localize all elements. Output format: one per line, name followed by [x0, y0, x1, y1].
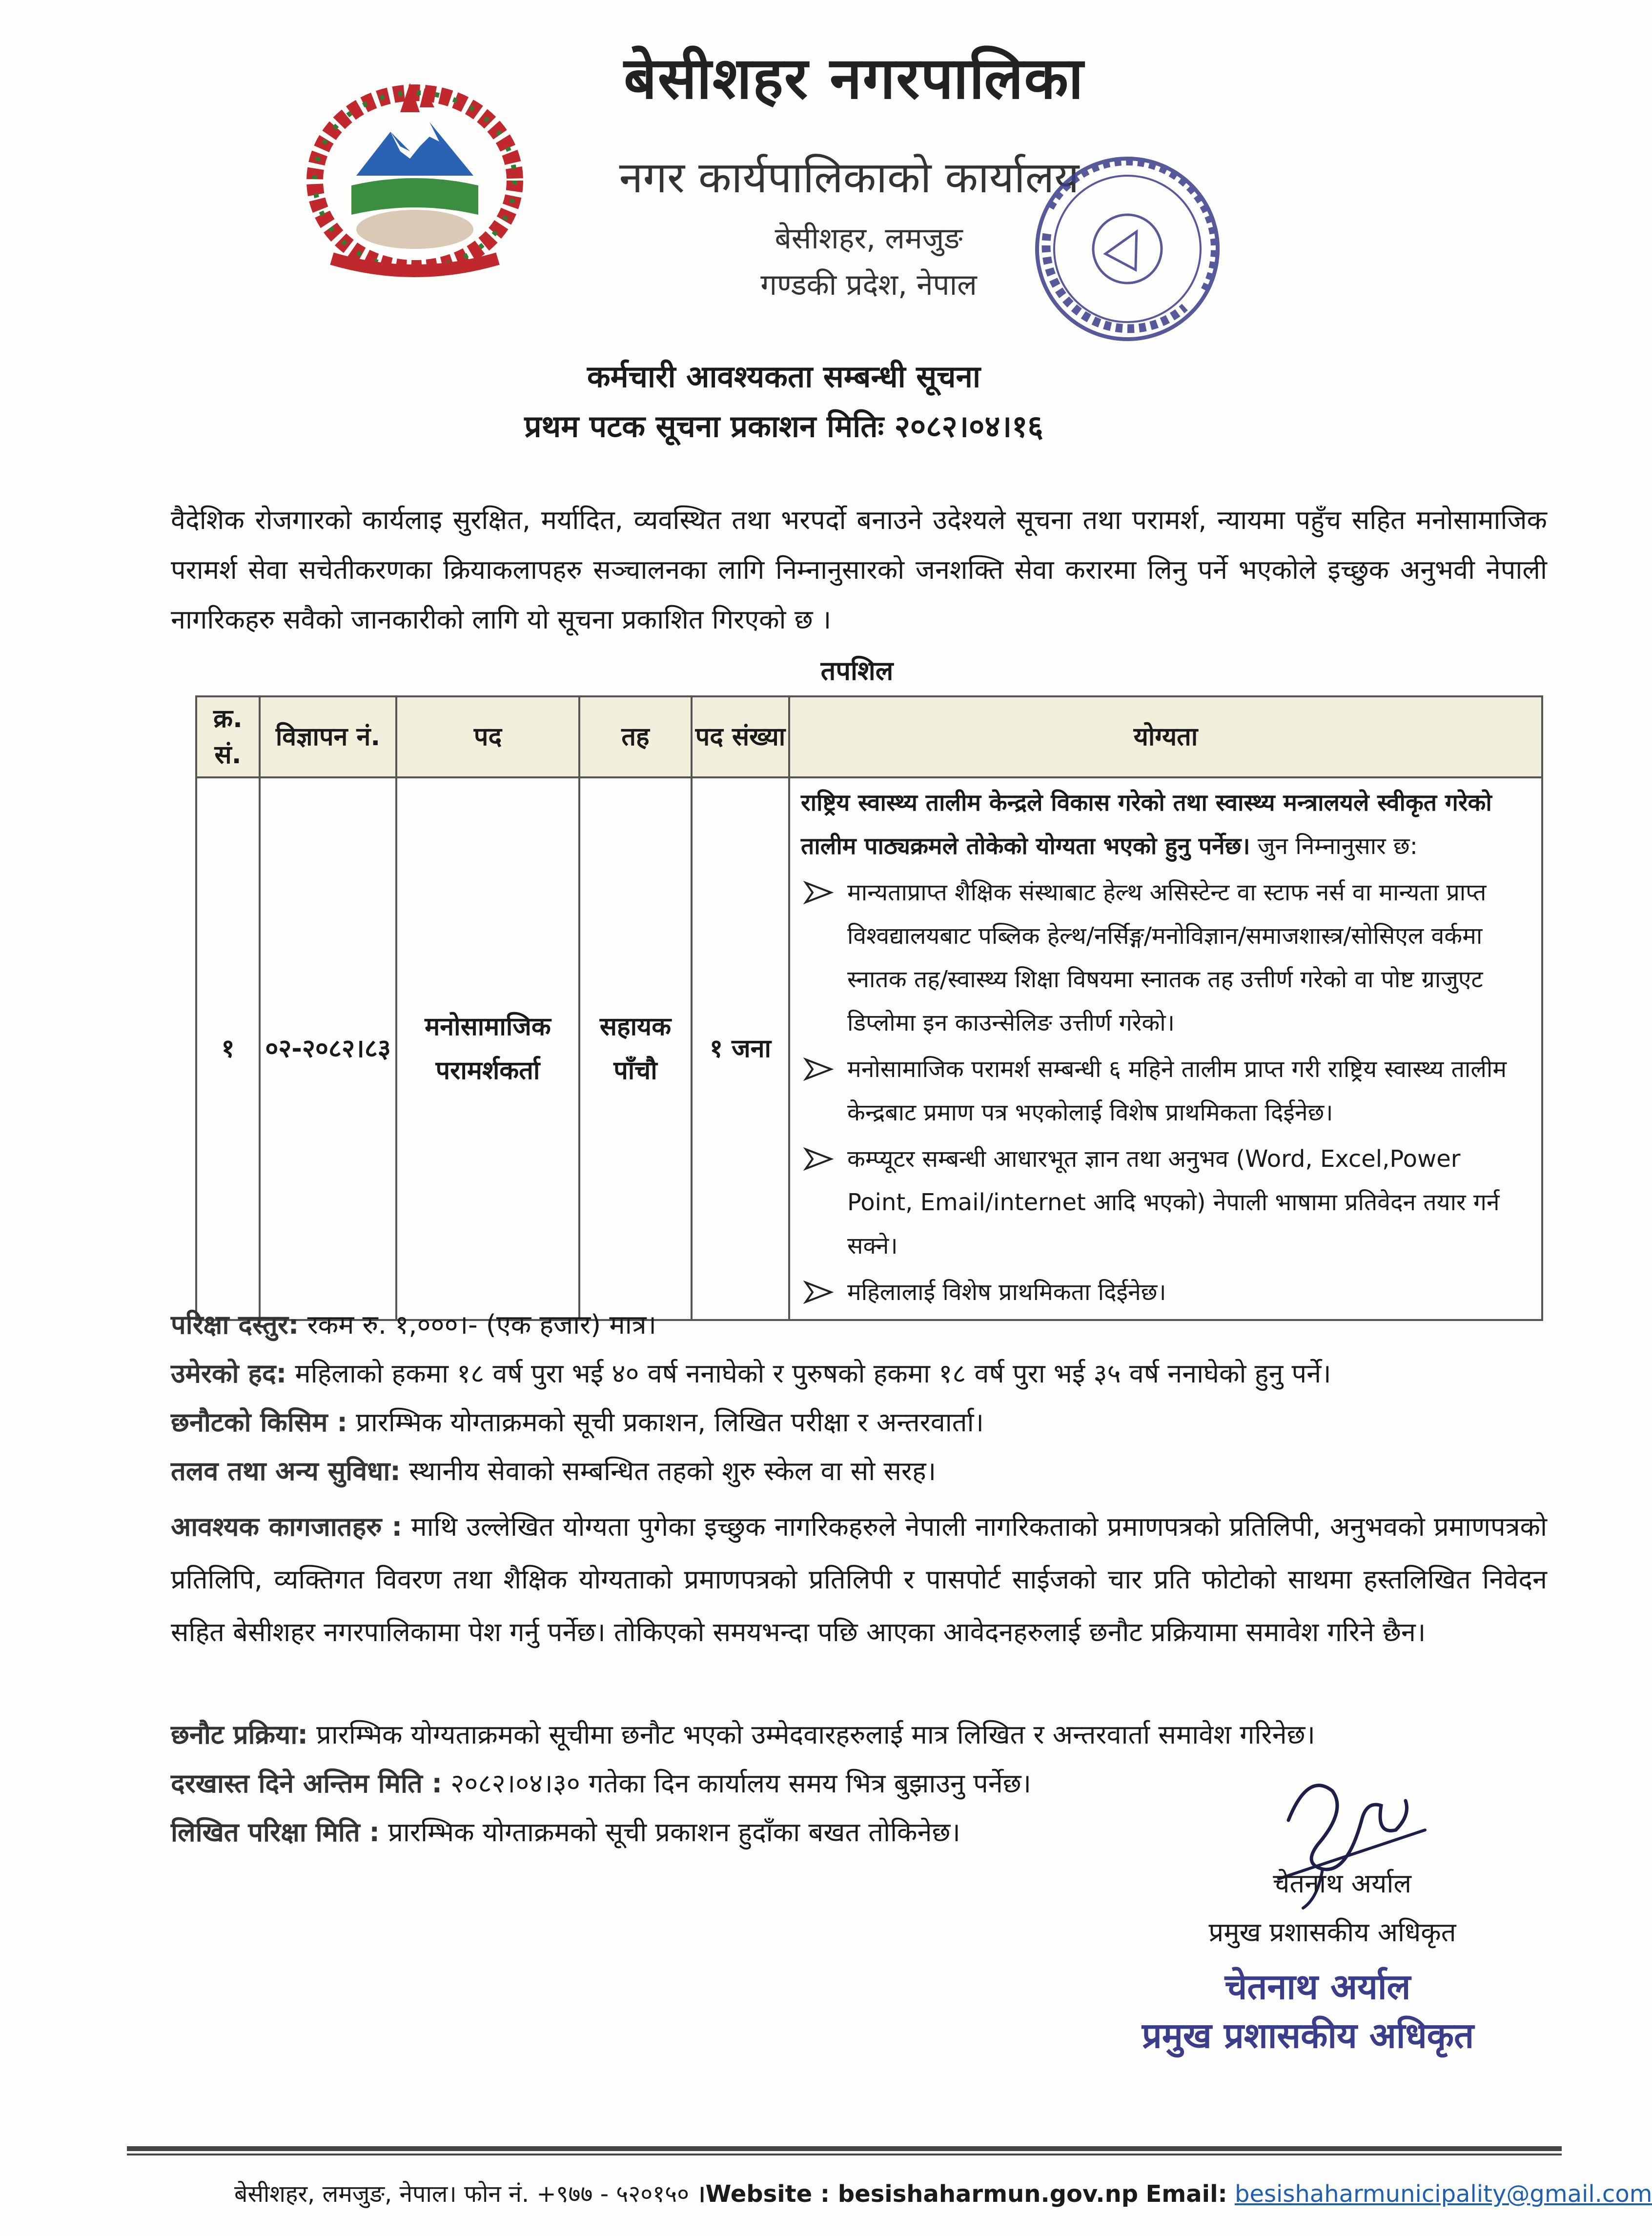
cell-post: मनोसामाजिक परामर्शकर्ता: [396, 777, 579, 1320]
office-stamp-icon: [1015, 146, 1240, 351]
cell-serial-number: १: [196, 777, 260, 1320]
process-label: छनौट प्रक्रिया:: [171, 1719, 308, 1750]
header-serial-number: क्र. सं.: [196, 696, 260, 777]
cell-post-count: १ जना: [692, 777, 789, 1320]
government-emblem-icon: [298, 73, 532, 283]
title-stamp: प्रमुख प्रशासकीय अधिकृत: [1142, 2015, 1474, 2056]
table-row: [196, 777, 1542, 1320]
qualification-item: कम्प्यूटर सम्बन्धी आधारभूत ज्ञान तथा अनुभव (Word, Excel,Power Point, Email/internet आदि भएको) नेपाली भाषामा प्रतिवेदन तयार गर्न सक्ने।: [847, 1145, 1500, 1260]
address-line-1: बेसीशहर, लमजुङ: [775, 222, 963, 256]
selection-type: [171, 1398, 1547, 1447]
organization-title: बेसीशहर नगरपालिका: [624, 44, 1084, 112]
signatory-title: प्रमुख प्रशासकीय अधिकृत: [1208, 1917, 1456, 1948]
salary-value: स्थानीय सेवाको सम्बन्धित तहको शुरु स्केल वा सो सरह।: [409, 1456, 937, 1486]
footer-address: बेसीशहर, लमजुङ, नेपाल। फोन नं. +९७७ - ५२०१५०: [234, 2180, 690, 2208]
header-level: तह: [579, 696, 692, 777]
process-value: प्रारम्भिक योग्यताक्रमको सूचीमा छनौट भएको उम्मेदवारहरुलाई मात्र लिखित र अन्तरवार्ता समावेश गरिनेछ।: [316, 1719, 1315, 1750]
cell-qualification: [789, 777, 1542, 1320]
vacancy-table: [195, 695, 1543, 1321]
table-header-row: [196, 696, 1542, 777]
footer: [234, 2177, 1652, 2209]
list-item: [801, 1138, 1531, 1268]
details-label: तपशिल: [820, 655, 894, 686]
age-limit-label: उमेरको हद:: [171, 1358, 287, 1389]
exam-fee-label: परिक्षा दस्तुर:: [171, 1309, 299, 1340]
notice-intro-paragraph: वैदेशिक रोजगारको कार्यलाइ सुरक्षित, मर्यादित, व्यवस्थित तथा भरपर्दो बनाउने उदेश्यले सूचना तथा परामर्श, न्यायमा पहुँच सहित मनोसामाजिक परामर्श सेवा सचेतीकरणका क्रियाकलापहरु सञ्चालनका लागि निम्नानुसारको जनशक्ति सेवा करारमा लिनु पर्ने भएकोले इच्छुक अनुभवी नेपाली नागरिकहरु सवैको जानकारीको लागि यो सूचना प्रकाशित गिरएको छ ।: [171, 505, 1547, 635]
cell-level: सहायक पाँचौ: [579, 777, 692, 1320]
arrow-bullet-icon: [805, 1281, 832, 1303]
selection-type-value: प्रारम्भिक योग्ताक्रमको सूची प्रकाशन, लिखित परीक्षा र अन्तरवार्ता।: [356, 1407, 984, 1438]
age-limit-value: महिलाको हकमा १८ वर्ष पुरा भई ४० वर्ष ननाघेको र पुरुषको हकमा १८ वर्ष पुरा भई ३५ वर्ष ननाघेको हुनु पर्ने।: [295, 1358, 1331, 1389]
footer-email-link[interactable]: besishaharmunicipality@gmail.com: [1235, 2180, 1652, 2208]
header-post: पद: [396, 696, 579, 777]
arrow-bullet-icon: [805, 1148, 832, 1170]
qualification-item: मान्यताप्राप्त शैक्षिक संस्थाबाट हेल्थ असिस्टेन्ट वा स्टाफ नर्स वा मान्यता प्राप्त विश्वद्यालयबाट पब्लिक हेल्थ/नर्सिङ्ग/मनोविज्ञान/समाजशास्त्र/सोसिएल वर्कमा स्नातक तह/स्वास्थ्य शिक्षा विषयमा स्नातक तह उत्तीर्ण गरेको वा पोष्ट ग्राजुएट डिप्लोमा इन काउन्सेलिङ उत्तीर्ण गरेको।: [847, 879, 1487, 1037]
header-qualification: योग्यता: [789, 696, 1542, 777]
deadline-label: दरखास्त दिने अन्तिम मिति :: [171, 1768, 443, 1799]
signatory-name: चेतनाथ अर्याल: [1273, 1868, 1411, 1899]
qualification-lead-tail: जुन निम्नानुसार छ:: [1257, 833, 1418, 860]
exam-fee: [171, 1301, 1547, 1349]
qualification-lead: राष्ट्रिय स्वास्थ्य तालीम केन्द्रले विकास गरेको तथा स्वास्थ्य मन्त्रालयले स्वीकृत गरेको तालीम पाठ्यक्रमले तोकेको योग्यता भएको हुनु पर्नेछ।: [801, 789, 1492, 860]
footer-divider: [127, 2146, 1562, 2151]
exam-date-label: लिखित परिक्षा मिति :: [171, 1817, 380, 1848]
selection-type-label: छनौटको किसिम :: [171, 1407, 347, 1438]
name-stamp: चेतनाथ अर्याल: [1224, 1966, 1411, 2007]
notice-publication-date: प्रथम पटक सूचना प्रकाशन मितिः २०८२।०४।१६: [524, 408, 1043, 444]
age-limit: [171, 1349, 1547, 1398]
deadline-value: २०८२।०४।३० गतेका दिन कार्यालय समय भित्र बुझाउनु पर्नेछ।: [450, 1768, 1032, 1799]
list-item: [801, 1048, 1531, 1135]
exam-date-value: प्रारम्भिक योग्ताक्रमको सूची प्रकाशन हुदाँका बखत तोकिनेछ।: [388, 1817, 960, 1848]
header-advertisement-number: विज्ञापन नं.: [260, 696, 396, 777]
cell-advertisement-number: ०२-२०८२।८३: [260, 777, 396, 1320]
address-line-2: गण्डकी प्रदेश, नेपाल: [760, 268, 977, 302]
documents-label: आवश्यक कागजातहरु :: [171, 1511, 403, 1542]
exam-fee-value: रकम रु. १,०००।- (एक हजार) मात्र।: [307, 1309, 656, 1340]
qualification-item: मनोसामाजिक परामर्श सम्बन्धी ६ महिने तालीम प्राप्त गरी राष्ट्रिय स्वास्थ्य तालीम केन्द्रबाट प्रमाण पत्र भएकोलाई विशेष प्राथमिकता दिईनेछ।: [847, 1056, 1507, 1126]
documents-value: माथि उल्लेखित योग्यता पुगेका इच्छुक नागरिकहरुले नेपाली नागरिकताको प्रमाणपत्रको प्रतिलिपी, अनुभवको प्रमाणपत्रको प्रतिलिपि, व्यक्तिगत विवरण तथा शैक्षिक योग्यताको प्रमाणपत्रको प्रतिलिपी र पासपोर्ट साईजको चार प्रति फोटोको साथमा हस्तलिखित निवेदन सहित बेसीशहर नगरपालिकामा पेश गर्नु पर्नेछ। तोकिएको समयभन्दा पछि आएका आवेदनहरुलाई छनौट प्रक्रियामा समावेश गरिने छैन।: [171, 1511, 1547, 1647]
header-post-count: पद संख्या: [692, 696, 789, 777]
required-documents: [171, 1501, 1547, 1659]
footer-divider-thin: [127, 2154, 1562, 2155]
qualification-item: महिलालाई विशेष प्राथमिकता दिईनेछ।: [847, 1279, 1166, 1306]
notice-heading: कर्मचारी आवश्यकता सम्बन्धी सूचना: [587, 359, 981, 394]
qualification-list: [801, 871, 1531, 1314]
footer-email-label: Email:: [1145, 2180, 1227, 2208]
footer-website: ।Website : besishaharmun.gov.np: [696, 2180, 1139, 2208]
list-item: [801, 871, 1531, 1045]
office-name: नगर कार्यपालिकाको कार्यालय: [619, 152, 1080, 203]
salary-benefits: [171, 1447, 1547, 1496]
arrow-bullet-icon: [805, 1058, 832, 1080]
selection-process: [171, 1710, 1547, 1759]
arrow-bullet-icon: [805, 882, 832, 903]
salary-label: तलव तथा अन्य सुविधा:: [171, 1456, 401, 1486]
